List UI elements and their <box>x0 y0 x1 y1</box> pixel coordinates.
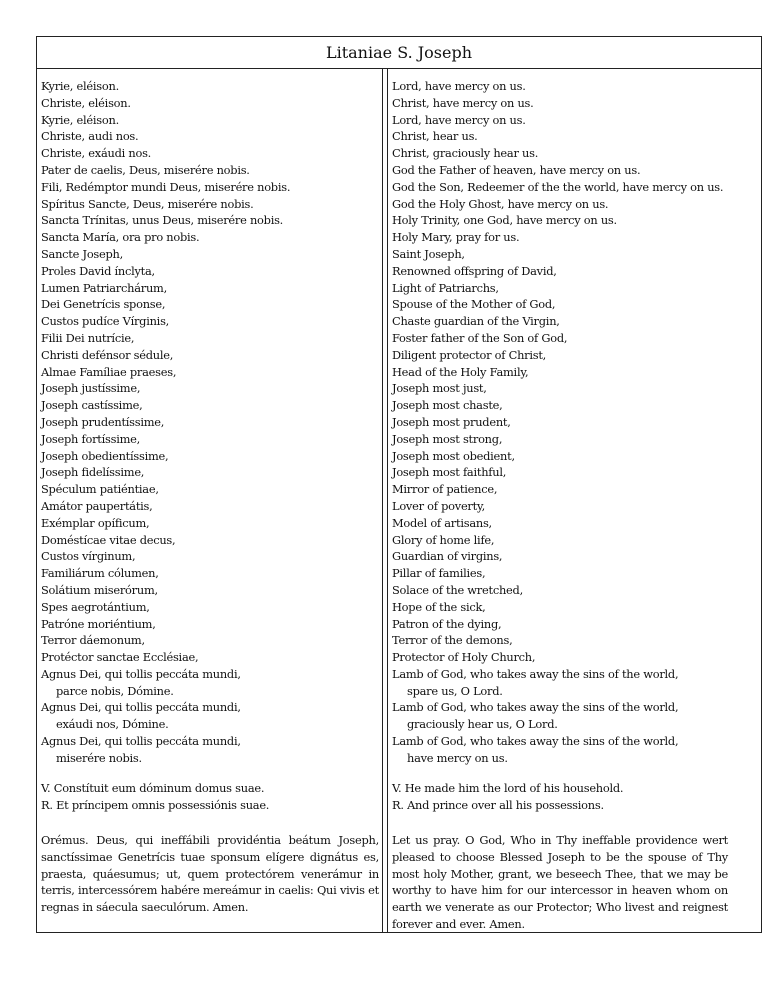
columns <box>37 69 761 932</box>
english-litany-line: Foster father of the Son of God, <box>392 330 568 345</box>
latin-litany-line: Filii Dei nutrície, <box>41 330 135 345</box>
latin-litany-line: Sancte Joseph, <box>41 246 124 261</box>
english-litany-line: Joseph most obedient, <box>392 448 515 463</box>
latin-response: R. Et príncipem omnis possessiónis suae. <box>41 797 270 812</box>
english-litany-line: God the Son, Redeemer of the the world, have mercy on us. <box>392 179 724 194</box>
english-litany-line: Head of the Holy Family, <box>392 364 529 379</box>
english-prayer: Let us pray. O God, Who in Thy ineffable providence wert pleased to choose Blessed Joseph to be the spouse of Thy most holy Mother, grant, we beseech Thee, that we may be worthy to have him for our intercessor in heaven whom on earth we venerate as our Protector; Who livest and reignest forever and ever. Amen. <box>392 833 728 931</box>
english-litany-line: graciously hear us, O Lord. <box>407 717 558 732</box>
latin-litany-line: Agnus Dei, qui tollis peccáta mundi, <box>41 700 241 715</box>
latin-litany-line: Custos pudíce Vírginis, <box>41 314 170 329</box>
english-litany-line: Joseph most chaste, <box>392 398 503 413</box>
page-title: Litaniae S. Joseph <box>325 43 473 62</box>
latin-versicle: V. Constítuit eum dóminum domus suae. <box>41 781 265 795</box>
english-litany-line: Diligent protector of Christ, <box>392 347 547 362</box>
latin-litany-line: Joseph fidelíssime, <box>41 465 145 480</box>
latin-litany-line: Pater de caelis, Deus, miserére nobis. <box>41 162 250 177</box>
english-litany-line: Joseph most just, <box>392 381 487 396</box>
latin-litany-line: Amátor paupertátis, <box>41 498 153 513</box>
latin-litany-line: Kyrie, eléison. <box>41 79 119 93</box>
english-litany-line: Lord, have mercy on us. <box>392 112 526 127</box>
latin-litany-line: Sancta Trínitas, unus Deus, miserére nobis. <box>41 213 284 228</box>
latin-litany-line: Spéculum patiéntiae, <box>41 482 159 497</box>
latin-litany-line: Lumen Patriarchárum, <box>41 280 167 295</box>
english-litany-line: Christ, graciously hear us. <box>392 146 539 161</box>
english-litany-line: have mercy on us. <box>407 750 508 765</box>
english-litany-line: Solace of the wretched, <box>392 582 523 597</box>
english-litany-line: Joseph most faithful, <box>392 465 507 480</box>
latin-litany-line: Proles David ínclyta, <box>41 263 155 278</box>
latin-litany-line: Fili, Redémptor mundi Deus, miserére nobis. <box>41 179 291 194</box>
english-litany-line: Terror of the demons, <box>392 633 513 648</box>
english-versicles <box>392 780 728 814</box>
latin-prayer: Orémus. Deus, qui ineffábili providéntia beátum Joseph, sanctíssimae Genetrícis tuae sponsum elígere dignátus es, praesta, quáesumus; ut, quem protectórem venerámur in terris, intercessórem habére mereámur in caelis: Qui vivis et regnas in sáecula saeculórum. Amen. <box>41 833 379 915</box>
latin-litany-line: Dei Genetrícis sponse, <box>41 297 166 312</box>
english-response: R. And prince over all his possessions. <box>392 797 604 812</box>
latin-litany-line: Doméstícae vitae decus, <box>41 532 176 547</box>
english-versicle: V. He made him the lord of his household. <box>392 781 624 795</box>
english-litany-line: Holy Mary, pray for us. <box>392 230 520 245</box>
english-litany-line: Lover of poverty, <box>392 498 485 513</box>
english-litany-line: spare us, O Lord. <box>407 683 503 698</box>
latin-litany-line: Joseph fortíssime, <box>41 431 140 446</box>
english-litany-line: Hope of the sick, <box>392 599 486 614</box>
english-column <box>392 69 728 932</box>
english-litany-line: Lord, have mercy on us. <box>392 79 526 93</box>
latin-litany-line: Protéctor sanctae Ecclésiae, <box>41 650 199 665</box>
latin-litany-line: Agnus Dei, qui tollis peccáta mundi, <box>41 666 241 681</box>
english-litany-line: God the Holy Ghost, have mercy on us. <box>392 196 609 211</box>
latin-versicles <box>41 780 379 814</box>
english-litany-line: Model of artisans, <box>392 515 492 530</box>
latin-litany-line: Joseph obedientíssime, <box>41 448 169 463</box>
latin-litany-line: Christe, audi nos. <box>41 129 139 144</box>
latin-litany-lines <box>41 78 379 767</box>
english-litany-line: Christ, have mercy on us. <box>392 95 534 110</box>
latin-litany-line: miserére nobis. <box>56 750 142 765</box>
english-litany-line: Patron of the dying, <box>392 616 502 631</box>
english-litany-line: Light of Patriarchs, <box>392 280 499 295</box>
english-litany-line: Saint Joseph, <box>392 246 465 261</box>
english-litany-line: Lamb of God, who takes away the sins of the world, <box>392 666 679 681</box>
latin-litany-line: Solátium miserórum, <box>41 582 158 597</box>
latin-litany-line: Custos vírginum, <box>41 549 136 564</box>
latin-litany-line: Spíritus Sancte, Deus, miserére nobis. <box>41 196 254 211</box>
title-row <box>37 37 761 69</box>
english-litany-line: Christ, hear us. <box>392 129 478 144</box>
latin-litany-line: Patróne moriéntium, <box>41 616 156 631</box>
english-litany-line: Mirror of patience, <box>392 482 498 497</box>
column-divider <box>382 69 388 932</box>
latin-column <box>41 69 379 932</box>
latin-litany-line: Christe, exáudi nos. <box>41 146 152 161</box>
latin-litany-line: Kyrie, eléison. <box>41 112 119 127</box>
latin-litany-line: Almae Famíliae praeses, <box>41 364 177 379</box>
latin-litany-line: Familiárum cólumen, <box>41 566 159 581</box>
latin-litany-line: Terror dáemonum, <box>41 633 145 648</box>
english-litany-line: God the Father of heaven, have mercy on us. <box>392 162 641 177</box>
litany-document <box>36 36 762 933</box>
english-litany-line: Protector of Holy Church, <box>392 650 536 665</box>
english-litany-line: Guardian of virgins, <box>392 549 503 564</box>
latin-litany-line: parce nobis, Dómine. <box>56 683 174 698</box>
english-litany-line: Glory of home life, <box>392 532 495 547</box>
english-litany-line: Lamb of God, who takes away the sins of the world, <box>392 734 679 749</box>
latin-litany-line: Joseph justíssime, <box>41 381 141 396</box>
english-litany-line: Holy Trinity, one God, have mercy on us. <box>392 213 617 228</box>
english-litany-lines <box>392 78 728 767</box>
latin-litany-line: Joseph prudentíssime, <box>41 414 165 429</box>
latin-litany-line: Sancta María, ora pro nobis. <box>41 230 200 245</box>
english-litany-line: Pillar of families, <box>392 566 486 581</box>
english-litany-line: Renowned offspring of David, <box>392 263 557 278</box>
english-litany-line: Lamb of God, who takes away the sins of the world, <box>392 700 679 715</box>
latin-litany-line: Agnus Dei, qui tollis peccáta mundi, <box>41 734 241 749</box>
latin-litany-line: Spes aegrotántium, <box>41 599 150 614</box>
english-litany-line: Spouse of the Mother of God, <box>392 297 556 312</box>
english-litany-line: Joseph most strong, <box>392 431 503 446</box>
latin-litany-line: Exémplar opíficum, <box>41 515 150 530</box>
latin-litany-line: Christi defénsor sédule, <box>41 347 174 362</box>
latin-litany-line: Christe, eléison. <box>41 95 131 110</box>
latin-litany-line: exáudi nos, Dómine. <box>56 717 169 732</box>
latin-litany-line: Joseph castíssime, <box>41 398 143 413</box>
english-litany-line: Chaste guardian of the Virgin, <box>392 314 560 329</box>
english-litany-line: Joseph most prudent, <box>392 414 511 429</box>
